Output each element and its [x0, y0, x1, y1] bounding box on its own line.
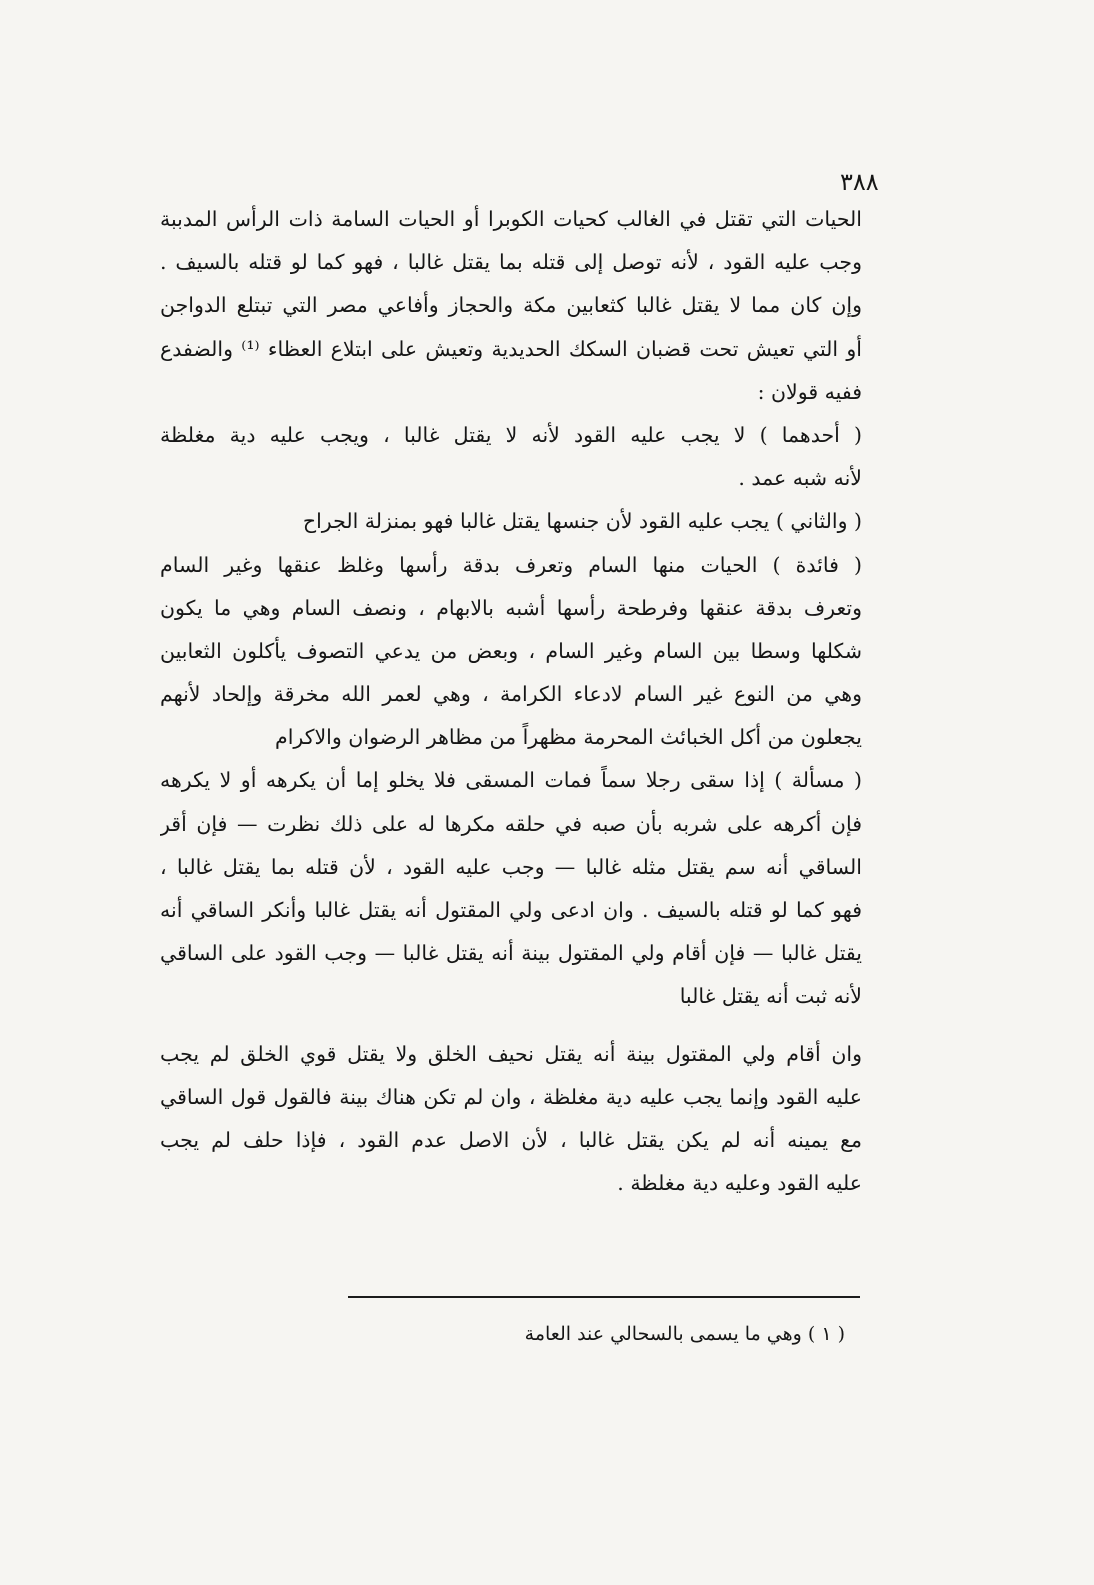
text-line: ( فائدة ) الحيات منها السام وتعرف بدقة رأسها وغلظ عنقها وغير السام	[160, 552, 862, 577]
footnote: ( ١ ) وهي ما يسمى بالسحالي عند العامة	[524, 1323, 845, 1345]
text-line: ( مسألة ) إذا سقى رجلا سماً فمات المسقى فلا يخلو إما أن يكرهه أو لا يكرهه	[160, 768, 862, 793]
text-line: ( والثاني ) يجب عليه القود لأن جنسها يقتل غالبا فهو بمنزلة الجراح	[302, 509, 862, 534]
text-line: لأنه ثبت أنه يقتل غالبا	[679, 984, 862, 1009]
text-line: مع يمينه أنه لم يكن يقتل غالبا ، لأن الاصل عدم القود ، فإذا حلف لم يجب	[160, 1127, 862, 1152]
text-line: فإن أكرهه على شربه بأن صبه في حلقه مكرها له على ذلك نظرت — فإن أقر	[160, 811, 862, 836]
text-line: ففيه قولان :	[757, 379, 862, 404]
text-line: يجعلون من أكل الخبائث المحرمة مظهراً من مظاهر الرضوان والاكرام	[275, 725, 862, 750]
text-line: لأنه شبه عمد .	[738, 466, 862, 491]
text-line: شكلها وسطا بين السام وغير السام ، وبعض من يدعي التصوف يأكلون الثعابين	[160, 638, 862, 663]
text-line: الحيات التي تقتل في الغالب كحيات الكوبرا أو الحيات السامة ذات الرأس المدببة	[160, 207, 862, 231]
footnote-divider	[348, 1296, 860, 1298]
text-line: ( أحدهما ) لا يجب عليه القود لأنه لا يقتل غالبا ، ويجب عليه دية مغلظة	[160, 422, 862, 447]
text-line: الساقي أنه سم يقتل مثله غالبا — وجب عليه القود ، لأن قتله بما يقتل غالبا ،	[160, 854, 862, 879]
text-line: يقتل غالبا — فإن أقام ولي المقتول بينة أنه يقتل غالبا — وجب القود على الساقي	[160, 941, 862, 966]
text-line: أو التي تعيش تحت قضبان السكك الحديدية وتعيش على ابتلاع العظاء ⁽¹⁾ والضفدع	[160, 336, 862, 361]
text-line: وجب عليه القود ، لأنه توصل إلى قتله بما يقتل غالبا ، فهو كما لو قتله بالسيف .	[160, 250, 862, 275]
text-line: وإن كان مما لا يقتل غالبا كثعابين مكة والحجاز وأفاعي مصر التي تبتلع الدواجن	[160, 293, 862, 318]
text-line: عليه القود وإنما يجب عليه دية مغلظة ، وان لم تكن هناك بينة فالقول قول الساقي	[160, 1084, 862, 1109]
text-line: وتعرف بدقة عنقها وفرطحة رأسها أشبه بالابهام ، ونصف السام وهي ما يكون	[160, 595, 862, 620]
text-line: وهي من النوع غير السام لادعاء الكرامة ، وهي لعمر الله مخرقة وإلحاد لأنهم	[160, 682, 862, 707]
text-line: وان أقام ولي المقتول بينة أنه يقتل نحيف الخلق ولا يقتل قوي الخلق لم يجب	[160, 1041, 862, 1066]
text-line: فهو كما لو قتله بالسيف . وان ادعى ولي المقتول أنه يقتل غالبا وأنكر الساقي أنه	[160, 898, 862, 922]
paragraph-gap	[160, 1019, 862, 1033]
body-text	[160, 198, 862, 1205]
page-number: ٣٨٨	[840, 168, 879, 196]
text-line: عليه القود وعليه دية مغلظة .	[617, 1171, 862, 1196]
